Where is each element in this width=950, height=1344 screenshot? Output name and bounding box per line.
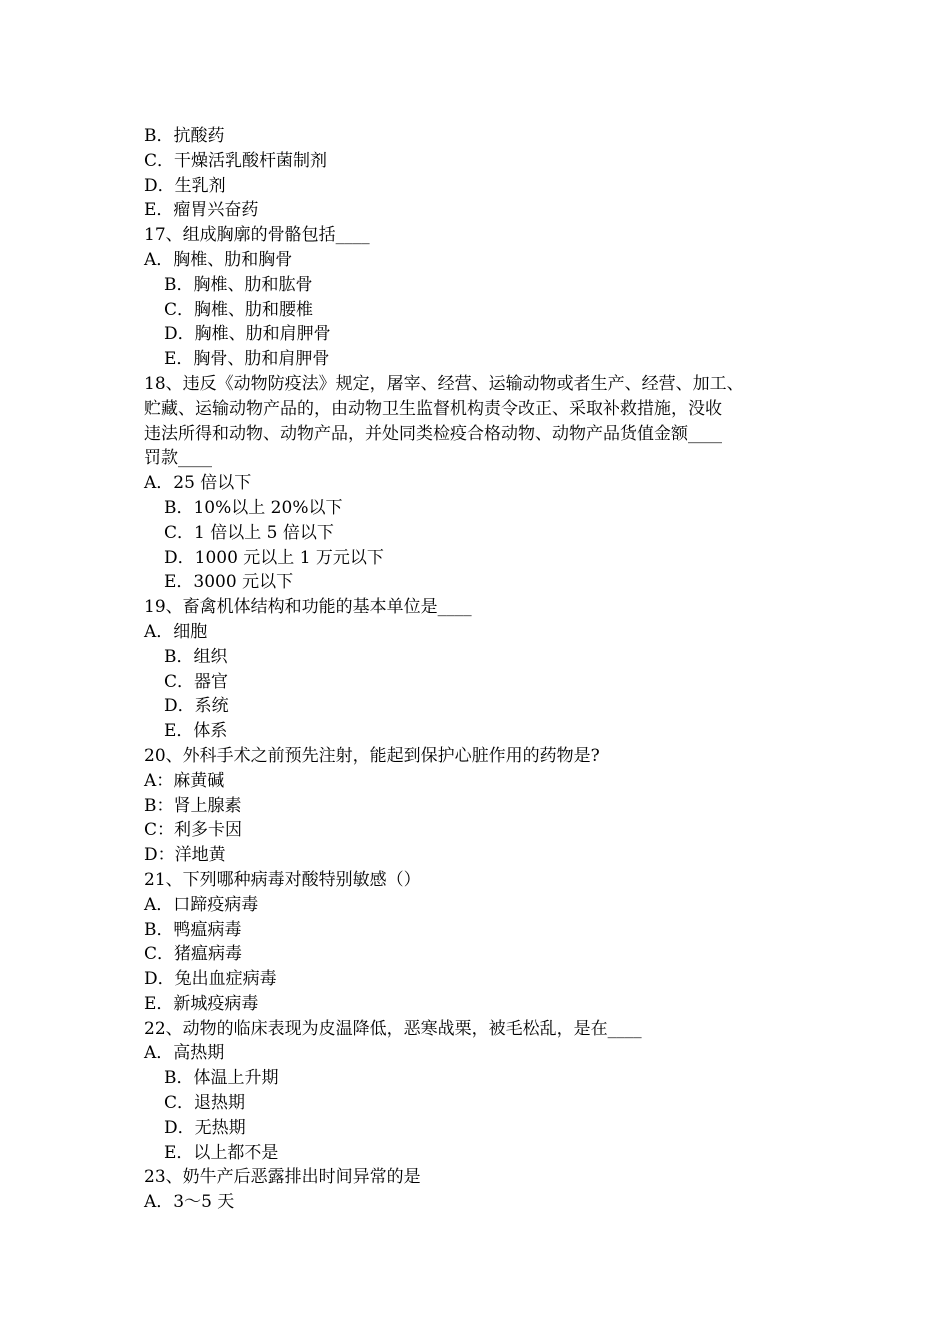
text-line: A．细胞 xyxy=(144,621,208,642)
text-line: D．兔出血症病毒 xyxy=(144,969,277,990)
text-line: 22、动物的临床表现为皮温降低，恶寒战栗，被毛松乱，是在____ xyxy=(144,1018,642,1039)
text-line: B．组织 xyxy=(164,646,228,667)
text-line: B．胸椎、肋和肱骨 xyxy=(164,274,313,295)
document-body xyxy=(144,124,824,1215)
text-line: A．3～5 天 xyxy=(144,1192,235,1213)
text-line: C．猪瘟病毒 xyxy=(144,944,243,965)
text-line: C．1 倍以上 5 倍以下 xyxy=(164,522,334,543)
text-line: D．生乳剂 xyxy=(144,175,226,196)
text-line: B．鸭瘟病毒 xyxy=(144,919,242,940)
text-line: C．胸椎、肋和腰椎 xyxy=(164,299,314,320)
text-line: C：利多卡因 xyxy=(144,820,243,841)
text-line: B．10%以上 20%以下 xyxy=(164,497,343,518)
text-line: D．无热期 xyxy=(164,1117,246,1138)
text-line: E．胸骨、肋和肩胛骨 xyxy=(164,349,330,370)
text-line: 17、组成胸廓的骨骼包括____ xyxy=(144,225,370,246)
text-line: 19、畜禽机体结构和功能的基本单位是____ xyxy=(144,597,472,618)
text-line: C．器官 xyxy=(164,671,229,692)
text-line: E．3000 元以下 xyxy=(164,572,294,593)
text-line: B：肾上腺素 xyxy=(144,795,242,816)
text-line: 违法所得和动物、动物产品，并处同类检疫合格动物、动物产品货值金额____ xyxy=(144,423,722,444)
text-line: E．以上都不是 xyxy=(164,1142,279,1163)
text-line: E．体系 xyxy=(164,721,228,742)
text-line: A．胸椎、肋和胸骨 xyxy=(144,249,293,270)
text-line: E．瘤胃兴奋药 xyxy=(144,200,259,221)
text-line: A：麻黄碱 xyxy=(144,770,225,791)
text-line: D．系统 xyxy=(164,696,229,717)
text-line: D：洋地黄 xyxy=(144,845,226,866)
text-line: B．抗酸药 xyxy=(144,126,225,146)
text-line: C．干燥活乳酸杆菌制剂 xyxy=(144,150,328,171)
text-line: 21、下列哪种病毒对酸特别敏感（） xyxy=(144,869,421,890)
text-line: B．体温上升期 xyxy=(164,1068,279,1089)
text-line: D．1000 元以上 1 万元以下 xyxy=(164,547,384,568)
text-line: 罚款____ xyxy=(144,448,212,469)
text-line: A．25 倍以下 xyxy=(144,473,252,494)
text-line: 贮藏、运输动物产品的，由动物卫生监督机构责令改正、采取补救措施，没收 xyxy=(144,398,722,419)
text-line: 23、奶牛产后恶露排出时间异常的是 xyxy=(144,1167,421,1188)
text-line: C．退热期 xyxy=(164,1093,246,1114)
text-line: E．新城疫病毒 xyxy=(144,993,259,1014)
text-line: A．高热期 xyxy=(144,1043,225,1064)
text-line: 20、外科手术之前预先注射，能起到保护心脏作用的药物是? xyxy=(144,745,600,766)
text-line: D．胸椎、肋和肩胛骨 xyxy=(164,324,331,345)
text-line: 18、违反《动物防疫法》规定，屠宰、经营、运输动物或者生产、经营、加工、 xyxy=(144,373,744,394)
text-line: A．口蹄疫病毒 xyxy=(144,894,259,915)
